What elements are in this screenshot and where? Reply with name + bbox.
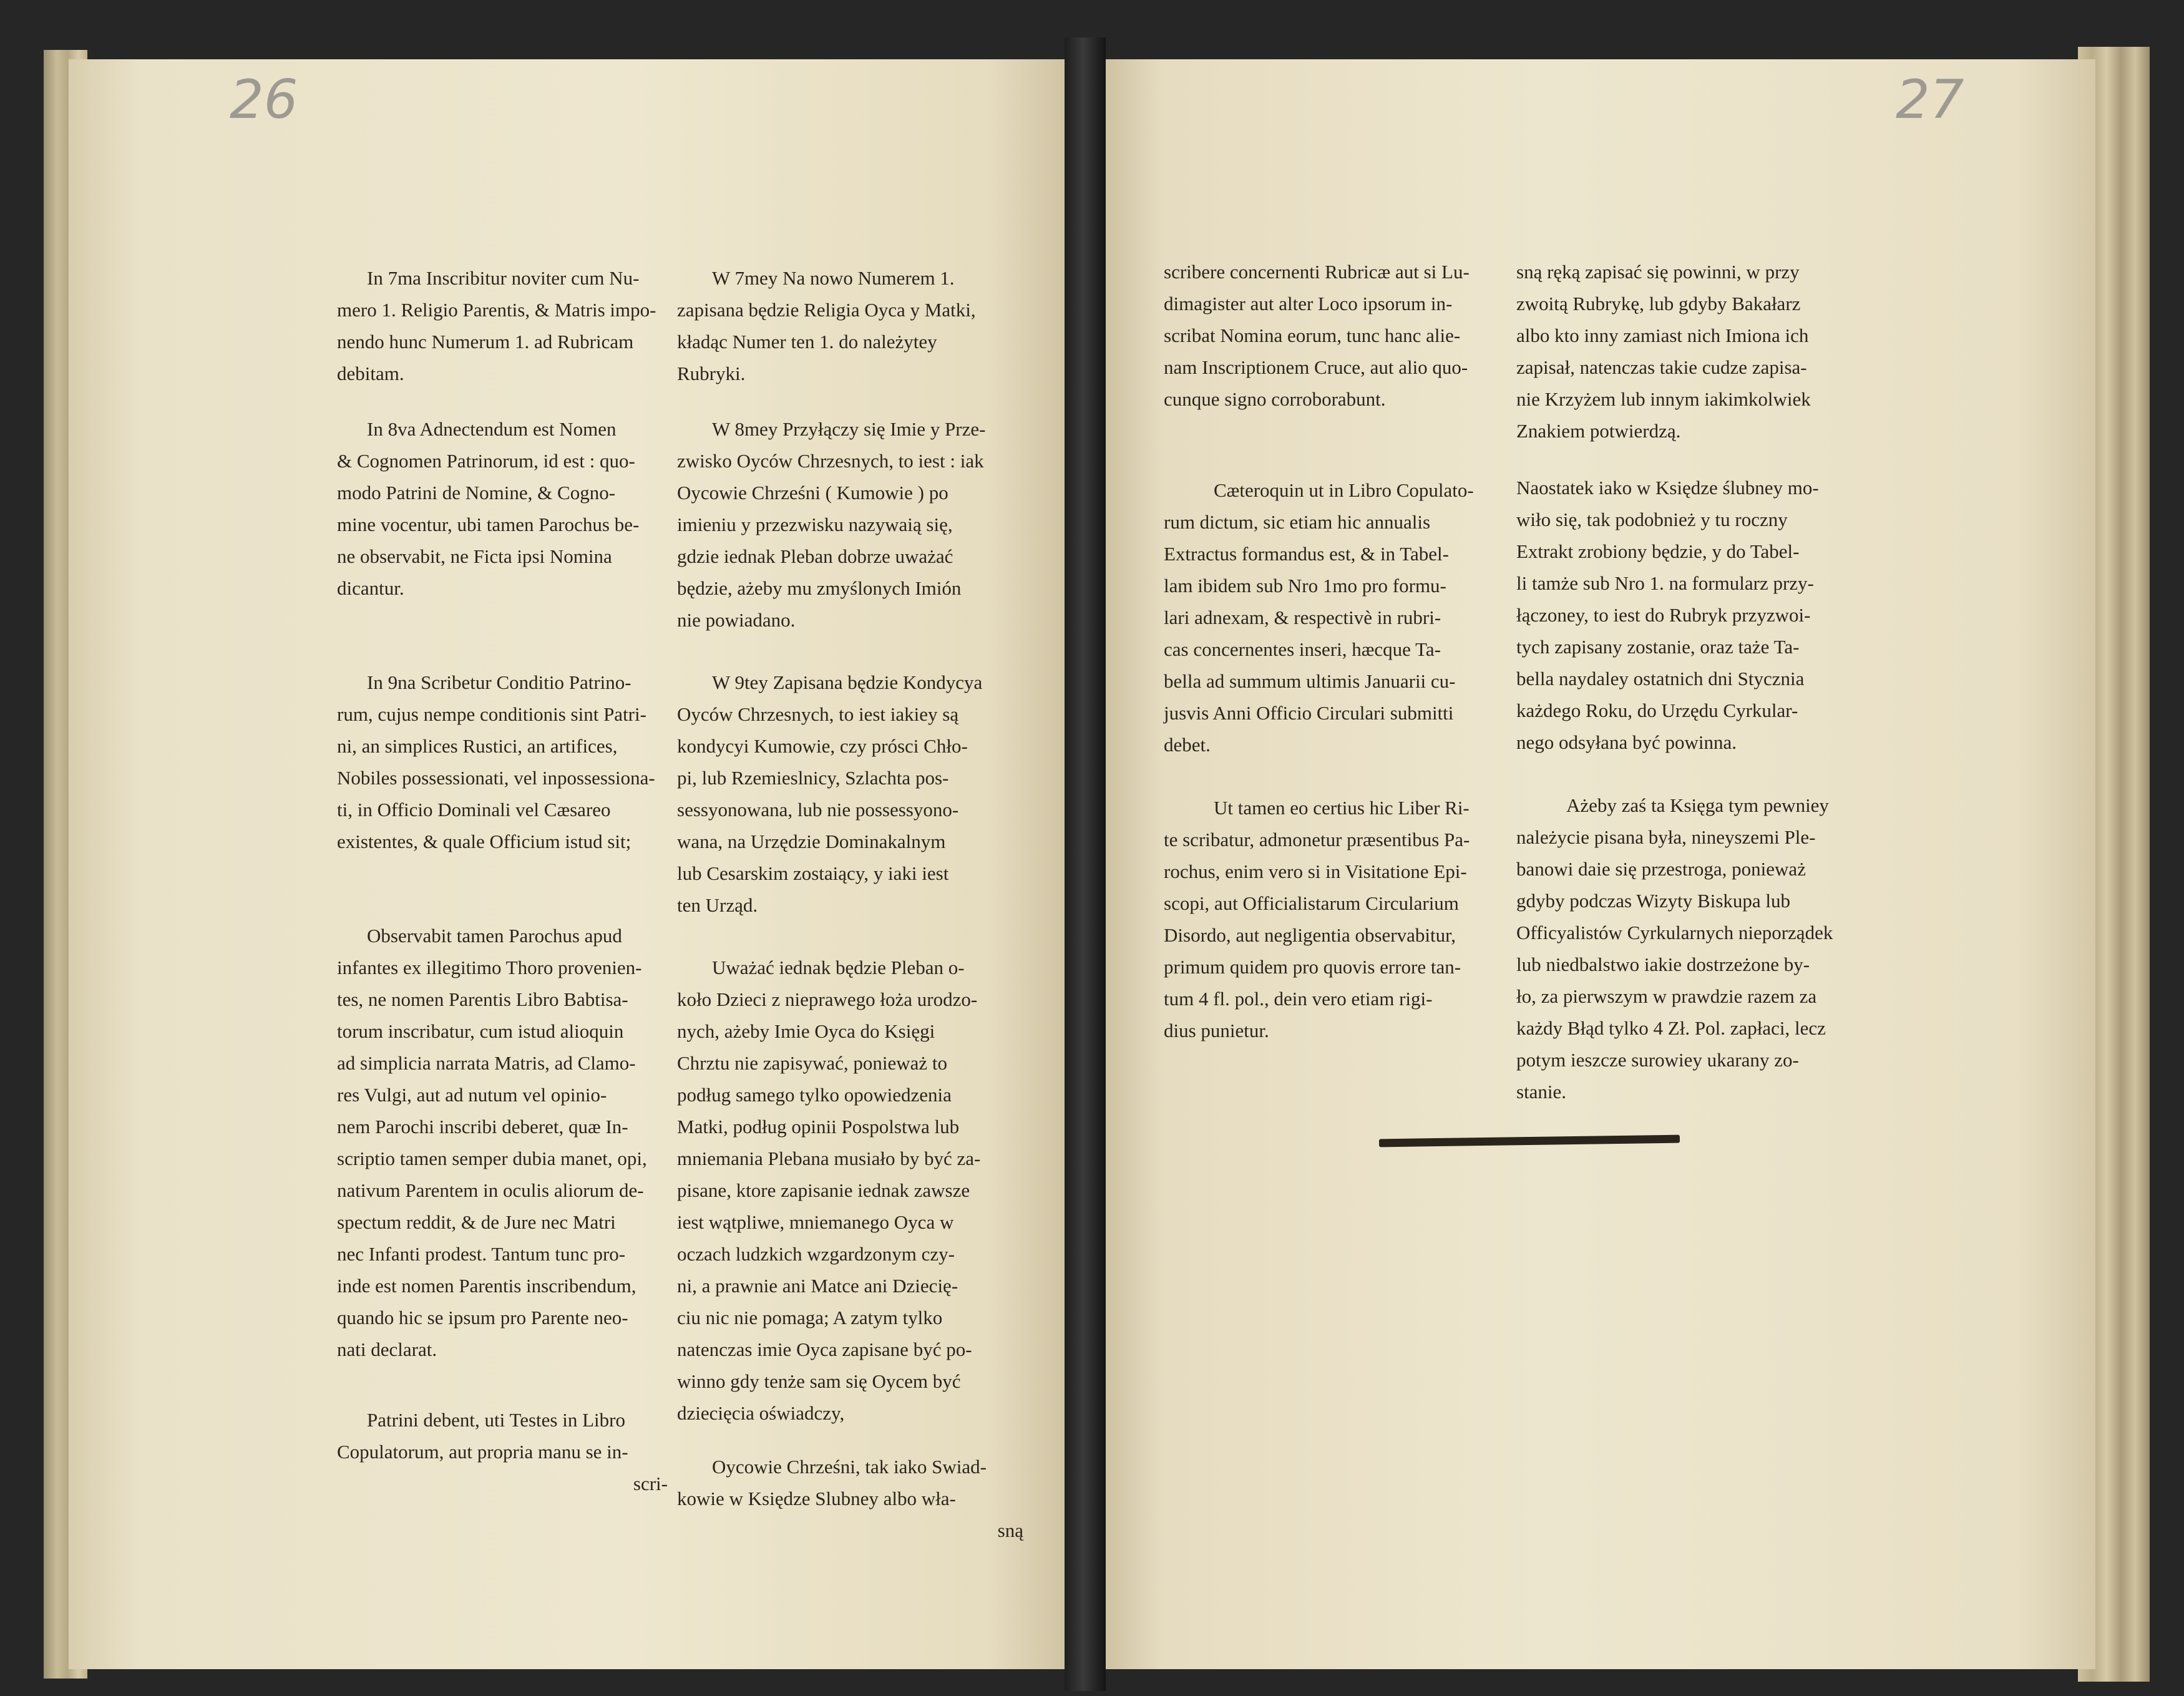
text-line: rum dictum, sic etiam hic annualis xyxy=(1164,511,1431,533)
text-line: koło Dzieci z nieprawego łoża urodzo- xyxy=(677,988,978,1010)
text-line: debet. xyxy=(1164,734,1211,756)
text-line: nych, ażeby Imie Oyca do Księgi xyxy=(677,1020,935,1042)
text-line: ne observabit, ne Ficta ipsi Nomina xyxy=(337,545,612,567)
text-line: oczach ludzkich wzgardzonym czy- xyxy=(677,1243,955,1265)
text-line: spectum reddit, & de Jure nec Matri xyxy=(337,1211,616,1233)
text-line: res Vulgi, aut ad nutum vel opinio- xyxy=(337,1084,607,1106)
text-line: Oycowie Chrześni ( Kumowie ) po xyxy=(677,482,948,504)
text-line: modo Patrini de Nomine, & Cogno- xyxy=(337,482,616,504)
text-line: nec Infanti prodest. Tantum tunc pro- xyxy=(337,1243,626,1265)
text-line: rum, cujus nempe conditionis sint Patri- xyxy=(337,703,646,725)
left-polish-column xyxy=(677,262,1023,1546)
latin-paragraph-scribere xyxy=(1164,256,1510,415)
text-line: Patrini debent, uti Testes in Libro xyxy=(367,1409,625,1431)
text-line: scribat Nomina eorum, tunc hanc alie- xyxy=(1164,324,1461,346)
polish-paragraph-sna xyxy=(1516,256,1866,447)
text-line: Uważać iednak będzie Pleban o- xyxy=(712,957,965,978)
polish-paragraph-naostatek xyxy=(1516,472,1866,758)
text-line: Officyalistów Cyrkularnych nieporządek xyxy=(1516,922,1833,943)
text-line: ciu nic nie pomaga; A zatym tylko xyxy=(677,1307,943,1328)
text-line: In 7ma Inscribitur noviter cum Nu- xyxy=(367,267,640,289)
page-number-left: 26 xyxy=(230,69,298,131)
text-line: nam Inscriptionem Cruce, aut alio quo- xyxy=(1164,356,1468,378)
polish-paragraph-uwazac xyxy=(677,952,1023,1429)
text-line: scopi, aut Officialistarum Circularium xyxy=(1164,892,1459,914)
text-line: Disordo, aut negligentia observabitur, xyxy=(1164,924,1456,946)
text-line: In 8va Adnectendum est Nomen xyxy=(367,418,617,440)
text-line: winno gdy tenże sam się Oycem być xyxy=(677,1370,961,1392)
text-line: te scribatur, admonetur præsentibus Pa- xyxy=(1164,829,1470,850)
text-line: primum quidem pro quovis errore tan- xyxy=(1164,956,1461,978)
text-line: gdzie iednak Pleban dobrze uważać xyxy=(677,545,953,567)
polish-paragraph-7 xyxy=(677,262,1023,389)
latin-catchword: scri- xyxy=(633,1473,668,1494)
text-line: nie powiadano. xyxy=(677,609,796,631)
text-line: imieniu y przezwisku nazywaią się, xyxy=(677,514,953,535)
text-line: banowi daie się przestroga, ponieważ xyxy=(1516,858,1806,880)
right-latin-column xyxy=(1164,256,1510,1046)
text-line: sessyonowana, lub nie possessyono- xyxy=(677,799,959,821)
text-line: inde est nomen Parentis inscribendum, xyxy=(337,1275,636,1297)
text-line: mniemania Plebana musiało by być za- xyxy=(677,1148,981,1169)
text-line: Oyców Chrzesnych, to iest iakiey są xyxy=(677,703,959,725)
text-line: dimagister aut alter Loco ipsorum in- xyxy=(1164,293,1453,314)
latin-paragraph-ut-tamen xyxy=(1164,792,1510,1046)
latin-paragraph-7 xyxy=(337,262,668,389)
text-line: potym ieszcze surowiey ukarany zo- xyxy=(1516,1049,1799,1071)
text-line: rochus, enim vero si in Visitatione Epi- xyxy=(1164,860,1467,882)
latin-paragraph-observabit xyxy=(337,920,668,1365)
text-line: mero 1. Religio Parentis, & Matris impo- xyxy=(337,299,656,321)
text-line: stanie. xyxy=(1516,1081,1567,1103)
text-line: infantes ex illegitimo Thoro provenien- xyxy=(337,957,642,978)
text-line: W 7mey Na nowo Numerem 1. xyxy=(712,267,955,289)
text-line: In 9na Scribetur Conditio Patrino- xyxy=(367,671,631,693)
text-line: tych zapisany zostanie, oraz taże Ta- xyxy=(1516,636,1800,658)
text-line: dius punietur. xyxy=(1164,1020,1269,1041)
polish-paragraph-9 xyxy=(677,666,1023,921)
text-line: będzie, ażeby mu zmyślonych Imión xyxy=(677,577,962,599)
text-line: podług samego tylko opowiedzenia xyxy=(677,1084,952,1106)
text-line: każdy Błąd tylko 4 Zł. Pol. zapłaci, lecz xyxy=(1516,1017,1826,1039)
text-line: & Cognomen Patrinorum, id est : quo- xyxy=(337,450,635,472)
text-line: W 9tey Zapisana będzie Kondycya xyxy=(712,671,983,693)
polish-paragraph-8 xyxy=(677,413,1023,636)
text-line: jusvis Anni Officio Circulari submitti xyxy=(1164,702,1454,724)
text-line: albo kto inny zamiast nich Imiona ich xyxy=(1516,324,1809,346)
text-line: Cæteroquin ut in Libro Copulato- xyxy=(1214,479,1474,501)
text-line: zwoitą Rubrykę, lub gdyby Bakałarz xyxy=(1516,293,1801,314)
text-line: lari adnexam, & respectivè in rubri- xyxy=(1164,607,1441,628)
text-line: gdyby podczas Wizyty Biskupa lub xyxy=(1516,890,1791,912)
right-polish-column xyxy=(1516,256,1866,1108)
text-line: tum 4 fl. pol., dein vero etiam rigi- xyxy=(1164,988,1433,1010)
text-line: kowie w Księdze Slubney albo wła- xyxy=(677,1488,956,1509)
polish-paragraph-oycowie xyxy=(677,1451,1023,1514)
text-line: torum inscribatur, cum istud alioquin xyxy=(337,1020,624,1042)
text-line: debitam. xyxy=(337,363,404,384)
text-line: ad simplicia narrata Matris, ad Clamo- xyxy=(337,1052,636,1074)
text-line: dicantur. xyxy=(337,577,404,599)
latin-paragraph-8 xyxy=(337,413,668,604)
text-line: ło, za pierwszym w prawdzie razem za xyxy=(1516,985,1817,1007)
text-line: scribere concernenti Rubricæ aut si Lu- xyxy=(1164,261,1470,283)
text-line: W 8mey Przyłączy się Imie y Prze- xyxy=(712,418,986,440)
latin-paragraph-9 xyxy=(337,666,668,857)
text-line: bella ad summum ultimis Januarii cu- xyxy=(1164,670,1456,692)
text-line: li tamże sub Nro 1. na formularz przy- xyxy=(1516,572,1814,594)
polish-paragraph-azeby xyxy=(1516,789,1866,1108)
text-line: wiło się, tak podobnież y tu roczny xyxy=(1516,509,1788,530)
text-line: zapisana będzie Religia Oyca y Matki, xyxy=(677,299,976,321)
text-line: lam ibidem sub Nro 1mo pro formu- xyxy=(1164,575,1446,597)
text-line: Chrztu nie zapisywać, ponieważ to xyxy=(677,1052,947,1074)
text-line: nativum Parentem in oculis aliorum de- xyxy=(337,1179,644,1201)
text-line: quando hic se ipsum pro Parente neo- xyxy=(337,1307,628,1328)
text-line: każdego Roku, do Urzędu Cyrkular- xyxy=(1516,699,1798,721)
text-line: łączoney, to iest do Rubryk przyzwoi- xyxy=(1516,604,1811,626)
latin-paragraph-caeteroquin xyxy=(1164,474,1510,761)
text-line: nego odsyłana być powinna. xyxy=(1516,731,1737,753)
text-line: tes, ne nomen Parentis Libro Babtisa- xyxy=(337,988,628,1010)
text-line: Matki, podług opinii Pospolstwa lub xyxy=(677,1116,960,1138)
text-line: wana, na Urzędzie Dominakalnym xyxy=(677,831,946,852)
text-line: natenczas imie Oyca zapisane być po- xyxy=(677,1338,972,1360)
text-line: Rubryki. xyxy=(677,363,746,384)
text-line: ten Urząd. xyxy=(677,894,758,916)
text-line: Extrakt zrobiony będzie, y do Tabel- xyxy=(1516,540,1800,562)
text-line: sną ręką zapisać się powinni, w przy xyxy=(1516,261,1800,283)
text-line: Naostatek iako w Księdze ślubney mo- xyxy=(1516,477,1819,499)
text-line: ti, in Officio Dominali vel Cæsareo xyxy=(337,799,611,821)
text-line: ni, an simplices Rustici, an artifices, xyxy=(337,735,618,757)
text-line: zwisko Oyców Chrzesnych, to iest : iak xyxy=(677,450,984,472)
text-line: kondycyi Kumowie, czy prósci Chło- xyxy=(677,735,968,757)
text-line: nati declarat. xyxy=(337,1338,437,1360)
text-line: Nobiles possessionati, vel inpossessiona- xyxy=(337,767,655,789)
polish-catchword: sną xyxy=(997,1519,1023,1541)
text-line: Extractus formandus est, & in Tabel- xyxy=(1164,543,1449,565)
latin-paragraph-patrini xyxy=(337,1404,668,1468)
text-line: cas concernentes inseri, hæcque Ta- xyxy=(1164,638,1441,660)
text-line: bella naydaley ostatnich dni Stycznia xyxy=(1516,668,1805,690)
text-line: nem Parochi inscribi deberet, quæ In- xyxy=(337,1116,628,1138)
text-line: zapisał, natenczas takie cudze zapisa- xyxy=(1516,356,1807,378)
text-line: Copulatorum, aut propria manu se in- xyxy=(337,1441,628,1463)
text-line: mine vocentur, ubi tamen Parochus be- xyxy=(337,514,640,535)
text-line: pi, lub Rzemieslnicy, Szlachta pos- xyxy=(677,767,949,789)
text-line: existentes, & quale Officium istud sit; xyxy=(337,831,631,852)
text-line: Znakiem potwierdzą. xyxy=(1516,420,1681,442)
text-line: nie Krzyżem lub innym iakimkolwiek xyxy=(1516,388,1811,410)
text-line: kładąc Numer ten 1. do należytey xyxy=(677,331,937,353)
page-number-right: 27 xyxy=(1896,69,1964,131)
text-line: lub Cesarskim zostaiący, y iaki iest xyxy=(677,862,949,884)
text-line: ni, a prawnie ani Matce ani Dziecię- xyxy=(677,1275,958,1297)
text-line: cunque signo corroborabunt. xyxy=(1164,388,1386,410)
text-line: dziecięcia oświadczy, xyxy=(677,1402,845,1424)
text-line: lub niedbalstwo iakie dostrzeżone by- xyxy=(1516,953,1810,975)
text-line: Oycowie Chrześni, tak iako Swiad- xyxy=(712,1456,987,1478)
text-line: nendo hunc Numerum 1. ad Rubricam xyxy=(337,331,634,353)
text-line: należycie pisana była, nineyszemi Ple- xyxy=(1516,826,1816,848)
text-line: Ut tamen eo certius hic Liber Ri- xyxy=(1214,797,1470,819)
text-line: pisane, ktore zapisanie iednak zawsze xyxy=(677,1179,970,1201)
text-line: scriptio tamen semper dubia manet, opi, xyxy=(337,1148,647,1169)
left-latin-column xyxy=(337,262,668,1499)
text-line: Observabit tamen Parochus apud xyxy=(367,925,622,947)
text-line: iest wątpliwe, mniemanego Oyca w xyxy=(677,1211,954,1233)
book-gutter xyxy=(1065,37,1106,1691)
text-line: Ażeby zaś ta Księga tym pewniey xyxy=(1566,794,1829,816)
